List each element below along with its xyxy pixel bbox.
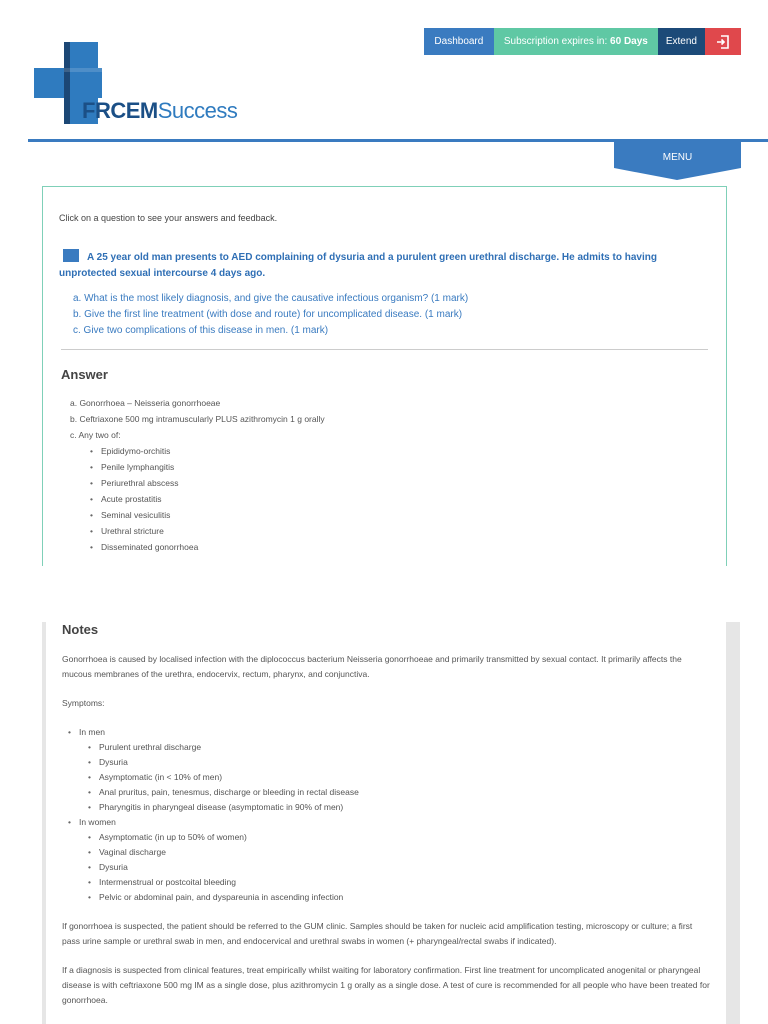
subscription-status: Subscription expires in: 60 Days (494, 28, 658, 55)
notes-heading: Notes (62, 622, 99, 637)
list-item: • Periurethral abscess (90, 475, 325, 491)
list-item: • Urethral stricture (90, 523, 325, 539)
complications-list (90, 443, 325, 555)
answer-b: b. Ceftriaxone 500 mg intramuscularly PLUS azithromycin 1 g orally (70, 414, 325, 424)
list-item: • Vaginal discharge (88, 845, 712, 860)
list-item: • Epididymo-orchitis (90, 443, 325, 459)
symptoms-list (68, 725, 712, 905)
top-navigation (424, 28, 741, 55)
dashboard-button[interactable]: Dashboard (424, 28, 494, 55)
list-item: • Disseminated gonorrhoea (90, 539, 325, 555)
logout-icon (716, 35, 730, 49)
list-item: • Intermenstrual or postcoital bleeding (88, 875, 712, 890)
answer-c: c. Any two of: (70, 430, 121, 440)
symptoms-label: Symptoms: (62, 698, 105, 708)
notes-paragraph: If gonorrhoea is suspected, the patient should be referred to the GUM clinic. Samples should be taken for nucleic acid amplification testing, microscopy or culture; a first pass urine sample or urethral swab in men, and endocervical and urethral swabs in women (+ pharyngeal/rectal swabs if indicated). (62, 921, 693, 946)
list-item (68, 815, 712, 905)
notes-paragraph: Gonorrhoea is caused by localised infection with the diplococcus bacterium Neisseria gonorrhoeae and primarily transmitted by sexual contact. It primarily affects the mucous membranes of the urethra, endocervix, rectum, pharynx, and conjunctiva. (62, 654, 682, 679)
answer-body (70, 395, 325, 555)
site-logo[interactable] (34, 42, 254, 124)
question-stem[interactable]: A 25 year old man presents to AED complaining of dysuria and a purulent green urethral discharge. He admits to having unprotected sexual intercourse 4 days ago. (59, 252, 657, 279)
divider (61, 349, 708, 350)
answer-heading: Answer (61, 367, 108, 382)
brand-name: FRCEMSuccess (82, 98, 238, 123)
list-item: • Seminal vesiculitis (90, 507, 325, 523)
women-label: In women (78, 817, 116, 827)
list-item: • Dysuria (88, 860, 712, 875)
menu-label: MENU (662, 152, 693, 163)
list-item: • Purulent urethral discharge (88, 740, 712, 755)
question-parts (73, 291, 468, 339)
men-label: In men (78, 727, 105, 737)
list-item: • Asymptomatic (in < 10% of men) (88, 770, 712, 785)
extend-button[interactable]: Extend (658, 28, 705, 55)
logout-button[interactable] (705, 28, 741, 55)
notes-paragraph: If a diagnosis is suspected from clinical features, treat empirically whilst waiting for laboratory confirmation. First line treatment for uncomplicated anogenital or pharyngeal disease is with ceftriaxone 500 mg IM as a single dose, plus azithromycin 1 g orally as a single dose. A test of cure is recommended for all people who have been treated for gonorrhoea. (62, 965, 710, 1005)
list-item: • Dysuria (88, 755, 712, 770)
women-symptoms-list (88, 830, 712, 905)
list-item: • Pelvic or abdominal pain, and dyspareunia in ascending infection (88, 890, 712, 905)
notes-section (42, 622, 740, 1024)
question-part-c[interactable]: c. Give two complications of this disease in men. (1 mark) (73, 325, 329, 336)
question-card (42, 186, 727, 566)
list-item: • Penile lymphangitis (90, 459, 325, 475)
notes-body (62, 652, 712, 1022)
answer-a: a. Gonorrhoea – Neisseria gonorrhoeae (70, 398, 221, 408)
list-item: • Asymptomatic (in up to 50% of women) (88, 830, 712, 845)
question-part-b[interactable]: b. Give the first line treatment (with dose and route) for uncomplicated disease. (1 mark) (73, 309, 463, 320)
menu-button[interactable] (614, 142, 741, 180)
men-symptoms-list (88, 740, 712, 815)
list-item: • Anal pruritus, pain, tenesmus, discharge or bleeding in rectal disease (88, 785, 712, 800)
question-part-a[interactable]: a. What is the most likely diagnosis, and give the causative infectious organism? (1 mark) (73, 293, 469, 304)
instructions: Click on a question to see your answers and feedback. (59, 213, 278, 223)
list-item (68, 725, 712, 815)
list-item: • Pharyngitis in pharyngeal disease (asymptomatic in 90% of men) (88, 800, 712, 815)
list-item: • Acute prostatitis (90, 491, 325, 507)
